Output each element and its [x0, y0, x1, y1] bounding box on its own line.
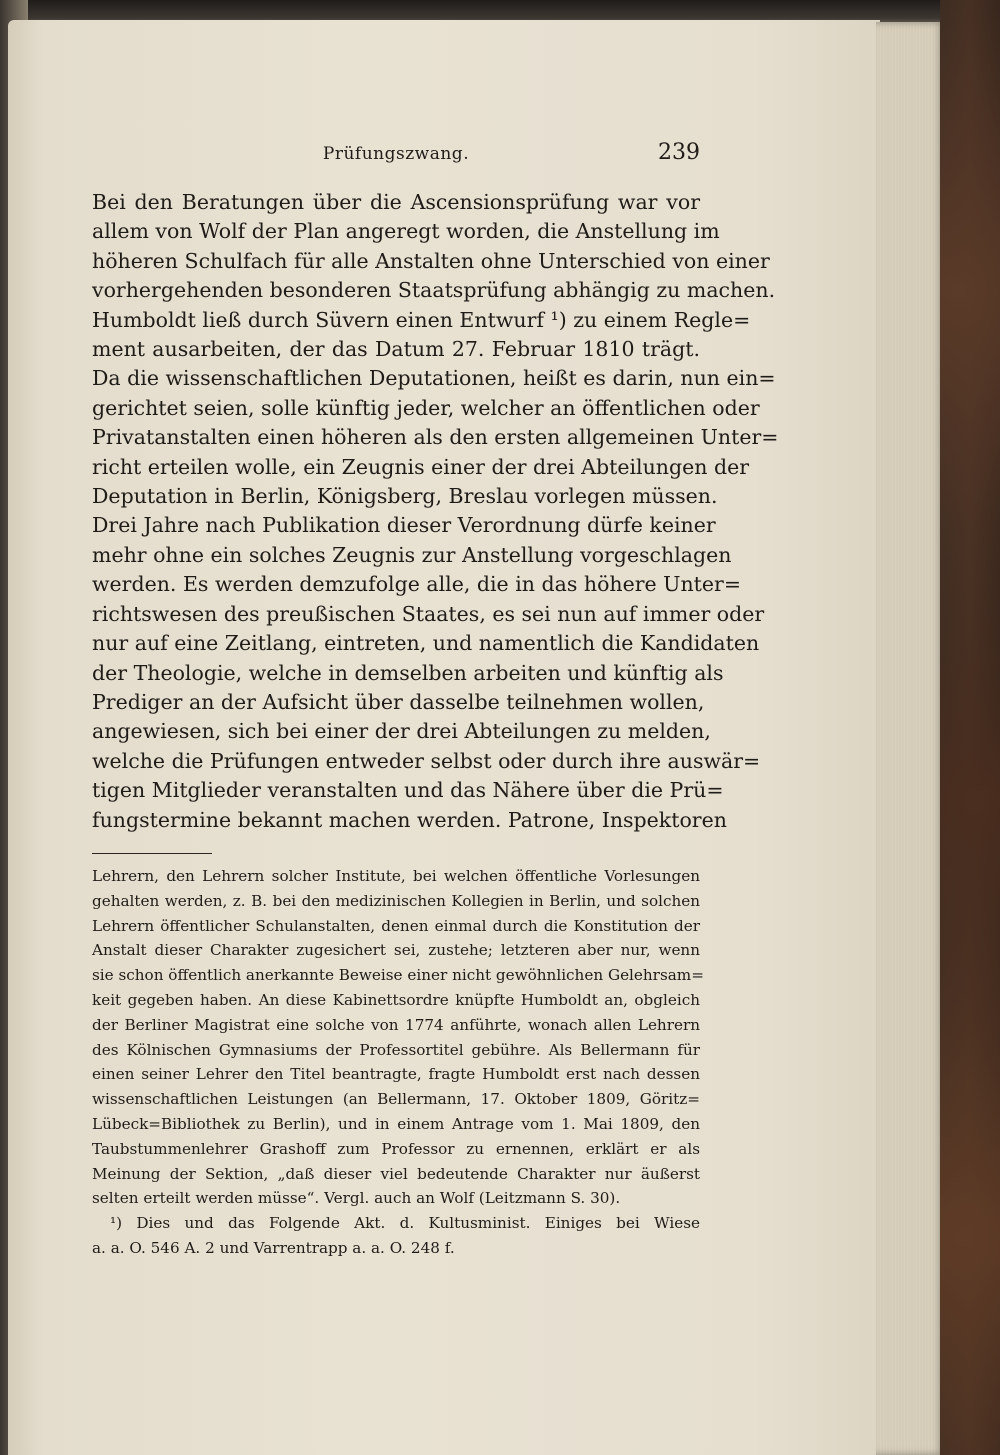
text-line: tigen Mitglieder veranstalten und das Nähere über die Prü= [92, 778, 724, 803]
footnote-1-line: ¹) Dies und das Folgende Akt. d. Kultusminist. Einiges bei Wiese [110, 1214, 700, 1233]
text-line: richtswesen des preußischen Staates, es sei nun auf immer oder [92, 601, 765, 626]
text-line: allem von Wolf der Plan angeregt worden, die Anstellung im [92, 219, 720, 244]
footnote-line: sie schon öffentlich anerkannte Beweise einer nicht gewöhnlichen Gelehrsam= [92, 966, 704, 985]
footnote-line: Lehrern öffentlicher Schulanstalten, denen einmal durch die Konstitution der [92, 916, 700, 935]
footnote-rule [92, 853, 212, 854]
footnote-line: einen seiner Lehrer den Titel beantragte, fragte Humboldt erst nach dessen [92, 1065, 700, 1084]
text-line: werden. Es werden demzufolge alle, die in das höhere Unter= [92, 572, 742, 597]
footnote-line: Lehrern, den Lehrern solcher Institute, bei welchen öffentliche Vorlesungen [92, 866, 700, 885]
footnotes [92, 864, 704, 1261]
footnote-line: Lübeck=Bibliothek zu Berlin), und in einem Antrage vom 1. Mai 1809, den [92, 1114, 700, 1133]
text-line: welche die Prüfungen entweder selbst oder durch ihre auswär= [92, 748, 761, 773]
text-line: nur auf eine Zeitlang, eintreten, und namentlich die Kandidaten [92, 631, 760, 656]
footnote-line: Meinung der Sektion, „daß dieser viel bedeutende Charakter nur äußerst [92, 1164, 700, 1183]
text-line: Humboldt ließ durch Süvern einen Entwurf ¹) zu einem Regle= [92, 307, 751, 332]
text-line: gerichtet seien, solle künftig jeder, welcher an öffentlichen oder [92, 395, 760, 420]
footnote-line: Anstalt dieser Charakter zugesichert sei, zustehe; letzteren aber nur, wenn [92, 941, 700, 960]
text-block [92, 140, 779, 1261]
text-line: Privatanstalten einen höheren als den ersten allgemeinen Unter= [92, 425, 779, 450]
text-line: Drei Jahre nach Publikation dieser Verordnung dürfe keiner [92, 513, 716, 538]
text-line: richt erteilen wolle, ein Zeugnis einer der drei Abteilungen der [92, 454, 750, 479]
footnote-1-line: a. a. O. 546 A. 2 und Varrentrapp a. a. O. 248 f. [92, 1238, 455, 1257]
running-head [92, 140, 700, 176]
text-line: vorhergehenden besonderen Staatsprüfung abhängig zu machen. [92, 278, 776, 303]
text-line: ment ausarbeiten, der das Datum 27. Februar 1810 trägt. [92, 337, 700, 362]
text-line: Deputation in Berlin, Königsberg, Breslau vorlegen müssen. [92, 484, 718, 509]
footnote-line: keit gegeben haben. An diese Kabinettsordre knüpfte Humboldt an, obgleich [92, 990, 700, 1009]
text-line: angewiesen, sich bei einer der drei Abteilungen zu melden, [92, 719, 711, 744]
running-title: Prüfungszwang. [322, 144, 470, 164]
footnote-line: wissenschaftlichen Leistungen (an Bellermann, 17. Oktober 1809, Göritz= [92, 1090, 700, 1109]
text-line: Bei den Beratungen über die Ascensionsprüfung war vor [92, 190, 700, 214]
footnote-line: Taubstummenlehrer Grashoff zum Professor zu ernennen, erklärt er als [92, 1139, 700, 1158]
text-line: mehr ohne ein solches Zeugnis zur Anstellung vorgeschlagen [92, 542, 732, 567]
footnote-line: der Berliner Magistrat eine solche von 1774 anführte, wonach allen Lehrern [92, 1015, 700, 1034]
footnote-line: des Kölnischen Gymnasiums der Professortitel gebühre. Als Bellermann für [92, 1040, 700, 1059]
book-cover [940, 0, 1000, 1455]
page-edges [876, 22, 946, 1455]
text-line: der Theologie, welche in demselben arbeiten und künftig als [92, 660, 724, 685]
text-line: fungstermine bekannt machen werden. Patrone, Inspektoren [92, 807, 727, 832]
main-paragraph [92, 188, 779, 835]
text-line: höheren Schulfach für alle Anstalten ohne Unterschied von einer [92, 248, 770, 273]
page-number: 239 [658, 140, 700, 165]
footnote-line: gehalten werden, z. B. bei den medizinischen Kollegien in Berlin, und solchen [92, 891, 700, 910]
text-line: Prediger an der Aufsicht über dasselbe teilnehmen wollen, [92, 689, 705, 714]
footnote-line: selten erteilt werden müsse“. Vergl. auch an Wolf (Leitzmann S. 30). [92, 1189, 621, 1208]
text-line: Da die wissenschaftlichen Deputationen, heißt es darin, nun ein= [92, 366, 776, 391]
